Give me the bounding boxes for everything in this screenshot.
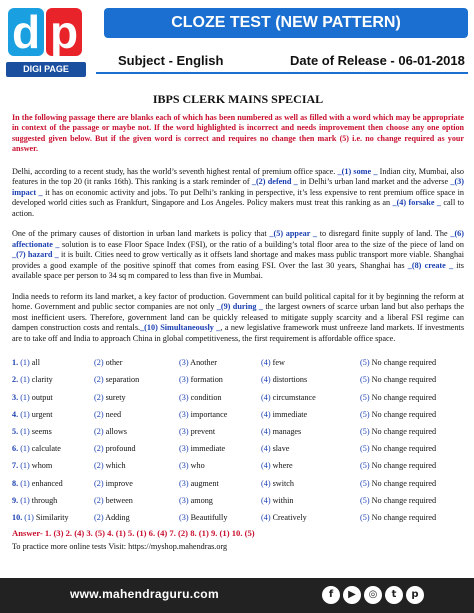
option-text: Beautifully (190, 512, 228, 522)
option-1[interactable] (12, 375, 94, 384)
option-number: (4) (261, 375, 273, 385)
option-5[interactable] (360, 496, 464, 505)
option-text: allows (105, 426, 127, 436)
option-text: immediate (272, 409, 308, 419)
option-number: (2) (94, 375, 106, 385)
option-2[interactable] (94, 375, 179, 384)
section-title: IBPS CLERK MAINS SPECIAL (152, 92, 324, 106)
option-4[interactable] (261, 513, 360, 522)
option-text: who (190, 461, 205, 471)
option-text: between (105, 495, 133, 505)
passage-text: to disregard finite supply of land. The (317, 229, 451, 239)
option-number: (2) (94, 444, 106, 454)
question-row (12, 440, 464, 457)
option-5[interactable] (360, 479, 464, 488)
option-2[interactable] (94, 358, 179, 367)
option-number: (3) (179, 495, 191, 505)
option-number: (2) (94, 495, 106, 505)
option-number: (1) (20, 444, 32, 454)
instagram-icon[interactable]: ◎ (364, 586, 382, 604)
logo-letter-d: d (8, 8, 44, 56)
option-5[interactable] (360, 513, 464, 522)
option-text: clarity (31, 375, 53, 385)
question-row (12, 423, 464, 440)
option-number: (1) (20, 375, 32, 385)
option-2[interactable] (94, 496, 179, 505)
option-2[interactable] (94, 444, 179, 453)
option-1[interactable] (12, 496, 94, 505)
option-number: (1) (20, 495, 32, 505)
question-number: 7. (12, 461, 21, 471)
passage-paragraph-1 (12, 167, 464, 220)
option-text: output (31, 392, 53, 402)
option-4[interactable] (261, 427, 360, 436)
option-4[interactable] (261, 375, 360, 384)
option-number: (5) (360, 444, 372, 454)
page-footer (0, 578, 474, 613)
option-number: (2) (94, 512, 106, 522)
option-text: manages (272, 426, 302, 436)
question-number: 5. (12, 426, 21, 436)
option-text: No change required (371, 495, 437, 505)
logo-tagline: DIGI PAGE (6, 62, 86, 77)
option-number: (2) (94, 392, 106, 402)
option-number: (1) (20, 392, 32, 402)
subject-label: Subject - English (118, 53, 224, 68)
question-number: 8. (12, 478, 21, 488)
option-number: (3) (179, 426, 191, 436)
option-text: Creatively (272, 512, 307, 522)
option-text: condition (190, 392, 222, 402)
passage-paragraph-2 (12, 229, 464, 282)
option-text: few (272, 358, 285, 368)
passage-blank: _(7) hazard _ (12, 250, 59, 260)
passage-blank: _(1) some _ (337, 166, 378, 176)
option-4[interactable] (261, 461, 360, 470)
question-number: 4. (12, 409, 21, 419)
passage-blank: _(2) defend _ (251, 177, 298, 187)
option-5[interactable] (360, 461, 464, 470)
option-number: (5) (360, 512, 372, 522)
option-3[interactable] (179, 375, 261, 384)
option-text: augment (190, 478, 219, 488)
option-text: No change required (371, 444, 437, 454)
question-row (12, 474, 464, 491)
option-number: (1) (24, 512, 36, 522)
passage-blank: _(3) impact _ (12, 177, 464, 197)
option-text: importance (190, 409, 228, 419)
option-text: Another (190, 358, 217, 368)
option-text: enhanced (31, 478, 63, 488)
option-text: No change required (371, 512, 437, 522)
option-text: slave (272, 444, 290, 454)
facebook-icon[interactable]: f (322, 586, 340, 604)
option-number: (2) (94, 461, 106, 471)
passage-blank: _(4) forsake _ (392, 198, 441, 208)
header-divider (96, 72, 468, 74)
option-3[interactable] (179, 427, 261, 436)
option-text: improve (105, 478, 133, 488)
option-number: (3) (179, 358, 191, 368)
option-number: (4) (261, 461, 273, 471)
passage-blank: _(6) affectionate _ (12, 229, 464, 249)
passage-paragraph-3 (12, 292, 464, 345)
option-text: within (272, 495, 294, 505)
question-number: 2. (12, 375, 21, 385)
passage-text: Indian city, Mumbai, also features in the top 20 (it ranks 16th). This ranking is a stark reminder of (12, 166, 464, 187)
option-number: (4) (261, 392, 273, 402)
option-number: (5) (360, 392, 372, 402)
option-number: (1) (20, 461, 32, 471)
option-text: No change required (371, 426, 437, 436)
option-1[interactable] (12, 444, 94, 453)
option-number: (1) (20, 409, 32, 419)
instructions-text: In the following passage there are blanks each of which has been numbered as well as filled with a word which may be appropriate in context of the passage or maybe not. If the word highlighted is incorrect and needs improvement then choose any one option suggested given below. But if the given word is correct and requires no change then mark (5) i.e. no change required as your answer. (12, 113, 464, 154)
option-text: need (105, 409, 122, 419)
option-2[interactable] (94, 513, 179, 522)
option-1[interactable] (12, 358, 94, 367)
passage-blank: _(8) create _ (407, 260, 454, 270)
option-2[interactable] (94, 479, 179, 488)
option-5[interactable] (360, 410, 464, 419)
option-3[interactable] (179, 393, 261, 402)
option-3[interactable] (179, 461, 261, 470)
option-number: (3) (179, 461, 191, 471)
option-text: among (190, 495, 213, 505)
option-number: (5) (360, 478, 372, 488)
passage-blank: _(10) Simultaneously _ (140, 323, 221, 333)
question-row (12, 389, 464, 406)
option-1[interactable] (12, 393, 94, 402)
option-4[interactable] (261, 358, 360, 367)
option-4[interactable] (261, 393, 360, 402)
option-number: (4) (261, 495, 273, 505)
option-number: (4) (261, 444, 273, 454)
option-text: through (31, 495, 58, 505)
passage-text: One of the primary causes of distortion in urban land markets is policy that (12, 229, 270, 239)
option-number: (5) (360, 375, 372, 385)
option-2[interactable] (94, 393, 179, 402)
passage-text: the largest owners of scarce urban land but also perhaps the most inefficient users. Therefore, government land can be quickly released to mitigate supply scarcity and a liberal FSI regime can dampen construction costs and rentals. (12, 302, 464, 333)
question-row (12, 354, 464, 371)
option-text: formation (190, 375, 223, 385)
option-2[interactable] (94, 427, 179, 436)
practice-link-text: To practice more online tests Visit: https://myshop.mahendras.org (12, 542, 228, 551)
option-text: immediate (190, 444, 226, 454)
option-1[interactable] (12, 427, 94, 436)
option-number: (3) (179, 444, 191, 454)
option-number: (4) (261, 358, 273, 368)
question-number: 3. (12, 392, 21, 402)
option-3[interactable] (179, 513, 261, 522)
option-4[interactable] (261, 444, 360, 453)
option-text: Adding (105, 512, 130, 522)
passage-text: India needs to reform its land market, a key factor of production. Government can build political capital for it by beginning the reform at home. Government and public sector companies are not only (12, 291, 464, 312)
option-3[interactable] (179, 479, 261, 488)
options-table (12, 354, 464, 526)
youtube-icon[interactable]: ▶ (343, 586, 361, 604)
option-2[interactable] (94, 461, 179, 470)
answer-key: Answer- 1. (3) 2. (4) 3. (5) 4. (1) 5. (1) 6. (4) 7. (2) 8. (1) 9. (1) 10. (5) (12, 528, 255, 538)
passage-text: call to action. (12, 198, 465, 218)
option-text: No change required (371, 409, 437, 419)
option-5[interactable] (360, 427, 464, 436)
option-number: (5) (360, 358, 372, 368)
option-number: (5) (360, 409, 372, 419)
option-text: No change required (371, 461, 437, 471)
option-2[interactable] (94, 410, 179, 419)
option-number: (1) (20, 358, 32, 368)
option-number: (4) (261, 426, 273, 436)
option-text: No change required (371, 358, 437, 368)
option-4[interactable] (261, 496, 360, 505)
option-text: which (105, 461, 126, 471)
option-number: (3) (179, 478, 191, 488)
option-3[interactable] (179, 496, 261, 505)
option-text: all (31, 358, 40, 368)
question-row (12, 509, 464, 526)
option-5[interactable] (360, 375, 464, 384)
page-title: CLOZE TEST (NEW PATTERN) (104, 8, 468, 38)
option-number: (2) (94, 358, 106, 368)
option-number: (3) (179, 375, 191, 385)
page-header (0, 0, 474, 88)
option-text: separation (105, 375, 140, 385)
option-1[interactable] (12, 461, 94, 470)
option-5[interactable] (360, 358, 464, 367)
option-number: (4) (261, 409, 273, 419)
question-row (12, 371, 464, 388)
option-text: profound (105, 444, 136, 454)
digi-page-logo (6, 6, 88, 80)
option-number: (2) (94, 409, 106, 419)
option-text: prevent (190, 426, 216, 436)
question-number: 1. (12, 358, 21, 368)
option-text: circumstance (272, 392, 316, 402)
option-4[interactable] (261, 479, 360, 488)
option-5[interactable] (360, 393, 464, 402)
option-number: (3) (179, 512, 191, 522)
passage-text: it is built. Cities need to grow vertically as it offsets land shortage and makes mass public transport more viable. Shanghai provides a good example of the positive spinoff that comes from easing FSI. Over the last 30 years, Shanghai has (12, 250, 465, 270)
option-number: (5) (360, 461, 372, 471)
option-text: distortions (272, 375, 308, 385)
option-text: No change required (371, 392, 437, 402)
option-text: seems (31, 426, 52, 436)
twitter-icon[interactable]: t (385, 586, 403, 604)
option-text: calculate (31, 444, 61, 454)
option-text: switch (272, 478, 294, 488)
option-number: (5) (360, 426, 372, 436)
option-text: where (272, 461, 293, 471)
option-text: Similarity (35, 512, 69, 522)
option-number: (2) (94, 478, 106, 488)
option-number: (3) (179, 409, 191, 419)
option-4[interactable] (261, 410, 360, 419)
passage-text: Delhi, according to a recent study, has the world’s seventh highest rental of premium office space. (12, 166, 338, 176)
option-text: other (105, 358, 123, 368)
option-1[interactable] (12, 410, 94, 419)
pinterest-icon[interactable]: p (406, 586, 424, 604)
option-number: (3) (179, 392, 191, 402)
option-text: No change required (371, 478, 437, 488)
option-number: (4) (261, 478, 273, 488)
social-icons (322, 586, 424, 604)
main-content (12, 92, 464, 551)
question-number: 10. (12, 512, 25, 522)
option-3[interactable] (179, 358, 261, 367)
option-3[interactable] (179, 444, 261, 453)
option-1[interactable] (12, 513, 94, 522)
option-text: whom (31, 461, 53, 471)
option-text: surety (105, 392, 126, 402)
option-number: (4) (261, 512, 273, 522)
passage-blank: _(9) during _ (216, 302, 263, 312)
option-number: (2) (94, 426, 106, 436)
passage-text: its available space per person to 34 sq m compared to less than five in Mumbai. (12, 260, 464, 281)
question-row (12, 406, 464, 423)
option-number: (5) (360, 495, 372, 505)
passage-text: , a new legislative framework must unfreeze land markets. If investments are to take off and India to approach China in global competitiveness, the first requirement is affordable office space. (12, 323, 465, 343)
logo-letter-p: p (46, 8, 82, 56)
option-text: urgent (31, 409, 53, 419)
passage-blank: _(5) appear _ (269, 229, 318, 239)
passage-text: in Delhi’s urban land market and the adverse (297, 177, 451, 187)
option-number: (1) (20, 426, 32, 436)
question-row (12, 457, 464, 474)
question-number: 6. (12, 444, 21, 454)
footer-website-link[interactable]: www.mahendraguru.com (70, 587, 219, 601)
option-text: No change required (371, 375, 437, 385)
passage-text: solution is to ease Floor Space Index (FSI), or the ratio of a building’s total floor area to the size of the piece of land on (59, 239, 464, 249)
question-number: 9. (12, 495, 21, 505)
passage-text: it has on economic activity and jobs. To put Delhi’s ranking in perspective, it’s less expensive to rent premium office space in developed world cities such as Frankfurt, Singapore and Los Angeles. Policy makers must treat this ranking as an (12, 187, 465, 208)
option-number: (1) (20, 478, 32, 488)
option-5[interactable] (360, 444, 464, 453)
question-row (12, 492, 464, 509)
option-1[interactable] (12, 479, 94, 488)
option-3[interactable] (179, 410, 261, 419)
release-date: Date of Release - 06-01-2018 (290, 53, 465, 68)
